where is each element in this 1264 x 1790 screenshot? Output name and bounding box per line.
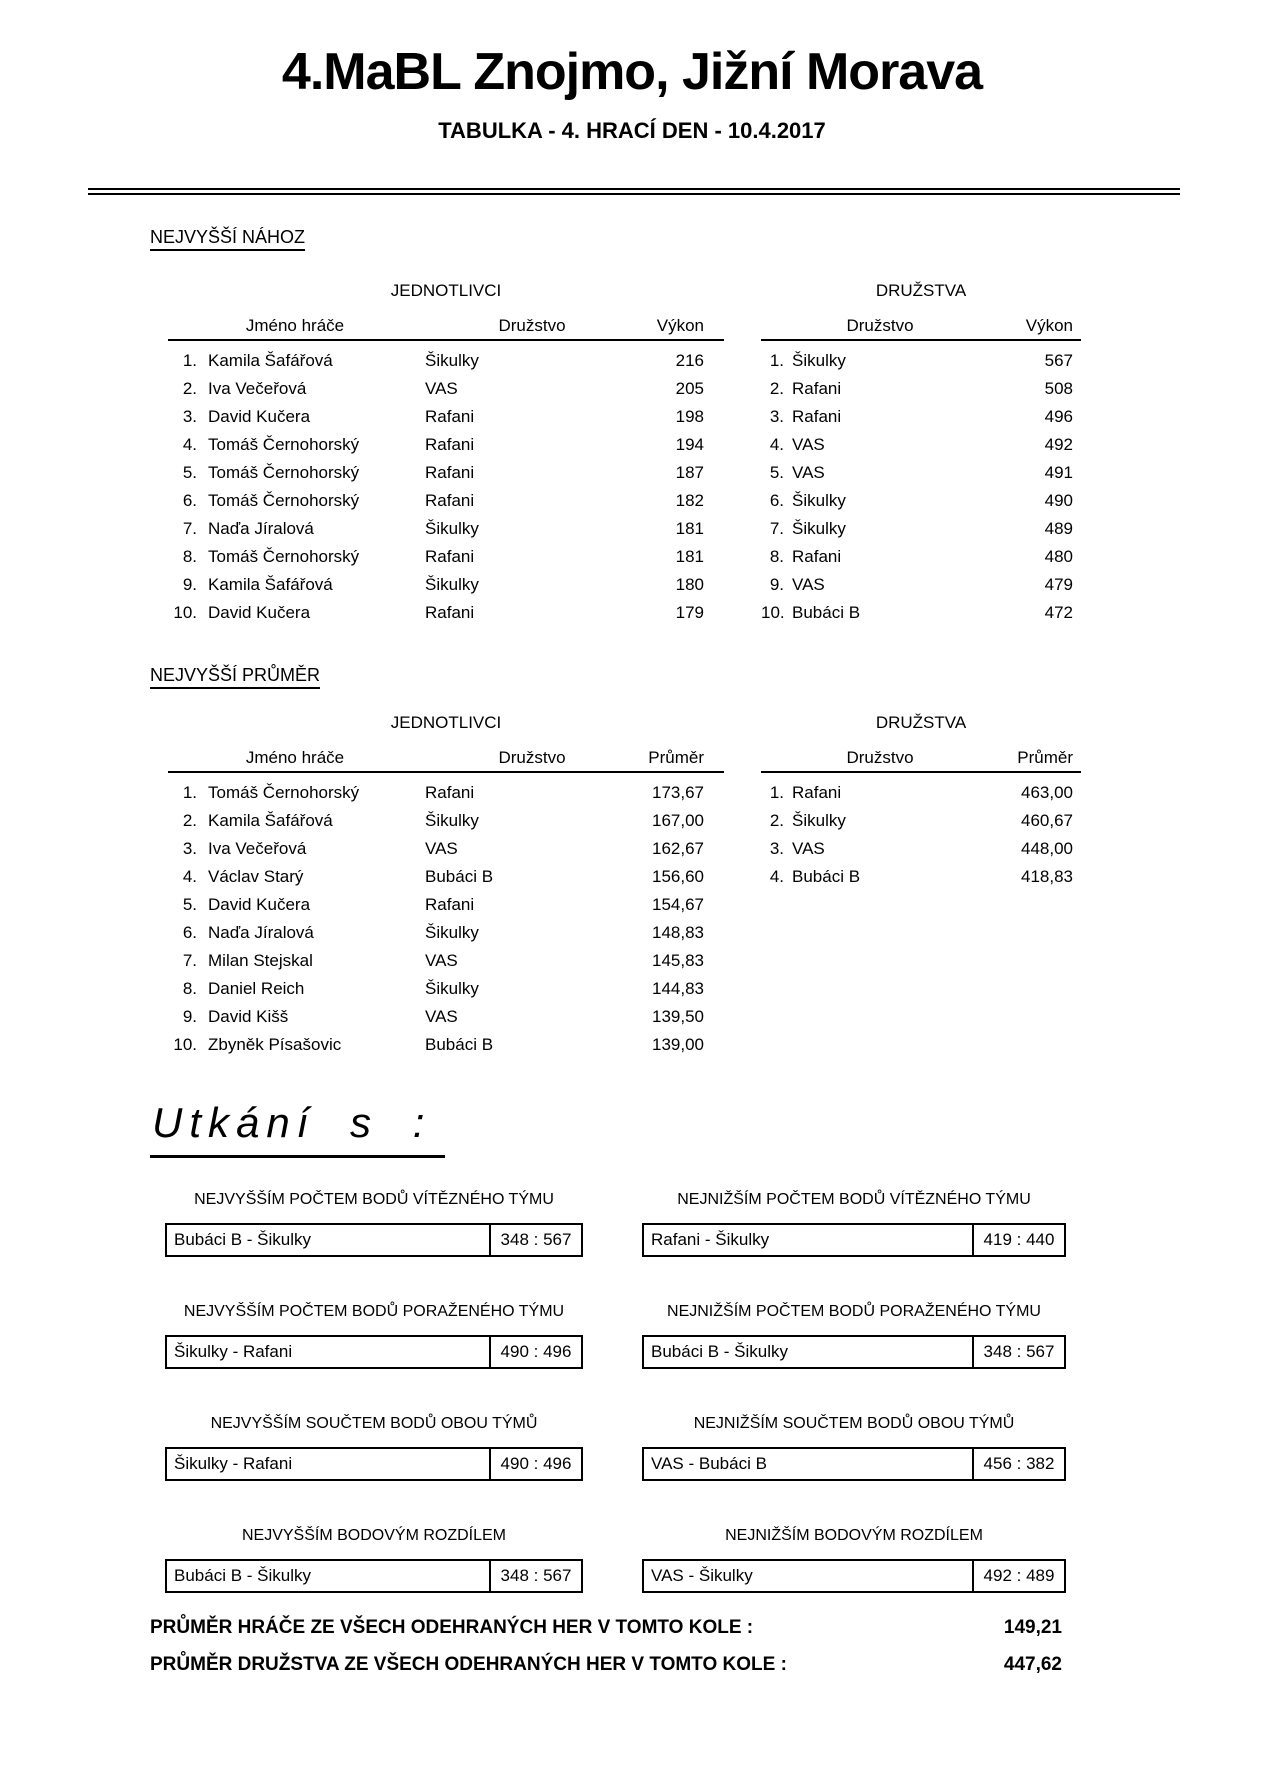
rank-cell: 9. bbox=[182, 1007, 197, 1026]
rank-cell: 3. bbox=[182, 407, 197, 426]
team-cell: Šikulky bbox=[425, 575, 479, 594]
player-name-cell: David Kučera bbox=[208, 895, 311, 914]
player-name-cell: Kamila Šafářová bbox=[208, 811, 333, 830]
rank-cell: 1. bbox=[182, 783, 197, 802]
player-name-cell: Iva Večeřová bbox=[208, 839, 307, 858]
table-row bbox=[168, 1003, 724, 1031]
team-cell: Šikulky bbox=[792, 351, 846, 370]
value-cell: 173,67 bbox=[652, 783, 704, 802]
section-heading-highest-average bbox=[150, 665, 1264, 689]
player-name-cell: Tomáš Černohorský bbox=[208, 463, 360, 482]
value-cell: 567 bbox=[1044, 351, 1074, 370]
player-name-cell: Václav Starý bbox=[208, 867, 304, 886]
col-header-name: Jméno hráče bbox=[168, 301, 422, 340]
value-cell: 480 bbox=[1044, 547, 1074, 566]
team-cell: Rafani bbox=[425, 407, 475, 426]
value-cell: 154,67 bbox=[652, 895, 704, 914]
rank-cell: 7. bbox=[182, 519, 197, 538]
table-row bbox=[168, 487, 724, 515]
match-card bbox=[165, 1302, 583, 1369]
match-card-box bbox=[642, 1447, 1066, 1481]
rank-cell: 5. bbox=[182, 463, 197, 482]
rank-cell: 10. bbox=[173, 1035, 197, 1054]
team-cell: VAS bbox=[792, 463, 825, 482]
match-teams: Šikulky - Rafani bbox=[174, 1342, 293, 1361]
table-title-teams: DRUŽSTVA bbox=[875, 281, 967, 300]
value-cell: 508 bbox=[1044, 379, 1074, 398]
table-row bbox=[761, 431, 1081, 459]
section-heading-highest-game bbox=[150, 227, 1264, 251]
value-cell: 489 bbox=[1044, 519, 1074, 538]
match-card-box bbox=[165, 1447, 583, 1481]
col-header-name: Jméno hráče bbox=[168, 733, 422, 772]
value-cell: 448,00 bbox=[1021, 839, 1074, 858]
table-row bbox=[168, 975, 724, 1003]
table-header bbox=[168, 733, 724, 772]
table-row bbox=[168, 919, 724, 947]
table-row bbox=[761, 835, 1081, 863]
rank-cell: 10. bbox=[761, 603, 785, 622]
header-row bbox=[168, 733, 724, 772]
highest-average-individuals bbox=[168, 713, 724, 1059]
match-card-label: NEJNIŽŠÍM POČTEM BODŮ VÍTĚZNÉHO TÝMU bbox=[677, 1191, 1031, 1208]
table-header bbox=[168, 301, 724, 340]
value-cell: 181 bbox=[675, 519, 704, 538]
team-cell: Bubáci B bbox=[425, 1035, 494, 1054]
match-card-label: NEJVYŠŠÍM POČTEM BODŮ PORAŽENÉHO TÝMU bbox=[183, 1303, 565, 1320]
match-card bbox=[165, 1190, 583, 1257]
player-name-cell: Tomáš Černohorský bbox=[208, 783, 360, 802]
match-card-box bbox=[642, 1335, 1066, 1369]
team-cell: Rafani bbox=[425, 547, 475, 566]
table-header bbox=[761, 733, 1081, 772]
rank-cell: 1. bbox=[769, 783, 784, 802]
team-cell: Šikulky bbox=[792, 491, 846, 510]
value-cell: 492 bbox=[1044, 435, 1074, 454]
col-header-team: Družstvo bbox=[422, 733, 642, 772]
page-title: 4.MaBL Znojmo, Jižní Morava bbox=[281, 43, 983, 101]
highest-average-individuals-table bbox=[168, 733, 724, 1059]
match-card-label: NEJVYŠŠÍM POČTEM BODŮ VÍTĚZNÉHO TÝMU bbox=[194, 1191, 554, 1208]
team-cell: VAS bbox=[792, 839, 825, 858]
summary-block bbox=[150, 1609, 1062, 1683]
value-cell: 463,00 bbox=[1021, 783, 1074, 802]
value-cell: 162,67 bbox=[652, 839, 704, 858]
value-cell: 145,83 bbox=[652, 951, 704, 970]
match-teams: Bubáci B - Šikulky bbox=[651, 1342, 788, 1361]
match-card-box bbox=[642, 1559, 1066, 1593]
value-cell: 156,60 bbox=[652, 867, 704, 886]
match-card bbox=[642, 1414, 1066, 1481]
match-card bbox=[165, 1526, 583, 1593]
rank-cell: 4. bbox=[769, 435, 784, 454]
table-row bbox=[168, 947, 724, 975]
value-cell: 179 bbox=[675, 603, 704, 622]
table-row bbox=[168, 599, 724, 627]
highest-game-individuals-table bbox=[168, 301, 724, 627]
value-cell: 490 bbox=[1044, 491, 1074, 510]
value-cell: 194 bbox=[675, 435, 704, 454]
value-cell: 167,00 bbox=[652, 811, 704, 830]
summary-value: 447,62 bbox=[1003, 1654, 1062, 1675]
value-cell: 216 bbox=[675, 351, 704, 370]
rank-cell: 6. bbox=[769, 491, 784, 510]
player-name-cell: Milan Stejskal bbox=[208, 951, 313, 970]
col-header-value: Výkon bbox=[642, 301, 724, 340]
table-row bbox=[168, 543, 724, 571]
match-score: 490 : 496 bbox=[489, 1337, 581, 1367]
team-cell: VAS bbox=[425, 951, 458, 970]
match-score: 492 : 489 bbox=[972, 1561, 1064, 1591]
table-row bbox=[168, 863, 724, 891]
table-title-individuals: JEDNOTLIVCI bbox=[390, 713, 502, 732]
team-cell: Rafani bbox=[425, 463, 475, 482]
match-teams: VAS - Šikulky bbox=[651, 1566, 753, 1585]
summary-label: PRŮMĚR DRUŽSTVA ZE VŠECH ODEHRANÝCH HER V TOMTO KOLE : bbox=[150, 1654, 787, 1675]
match-card bbox=[165, 1414, 583, 1481]
summary-value: 149,21 bbox=[1003, 1617, 1062, 1638]
rank-cell: 2. bbox=[182, 379, 197, 398]
match-score: 490 : 496 bbox=[489, 1449, 581, 1479]
team-cell: Bubáci B bbox=[792, 867, 861, 886]
highest-game-teams-table bbox=[761, 301, 1081, 627]
col-header-value: Průměr bbox=[999, 733, 1081, 772]
value-cell: 139,50 bbox=[652, 1007, 704, 1026]
team-cell: Rafani bbox=[425, 783, 475, 802]
value-cell: 479 bbox=[1044, 575, 1074, 594]
rank-cell: 6. bbox=[182, 491, 197, 510]
highest-average-teams bbox=[761, 713, 1081, 891]
match-card-label: NEJVYŠŠÍM SOUČTEM BODŮ OBOU TÝMŮ bbox=[210, 1415, 538, 1432]
team-cell: Bubáci B bbox=[425, 867, 494, 886]
section-heading-text: NEJVYŠŠÍ PRŮMĚR bbox=[150, 665, 320, 689]
match-card bbox=[642, 1526, 1066, 1593]
table-row bbox=[761, 772, 1081, 807]
match-card-box bbox=[165, 1335, 583, 1369]
value-cell: 148,83 bbox=[652, 923, 704, 942]
table-row bbox=[761, 340, 1081, 375]
player-name-cell: Tomáš Černohorský bbox=[208, 547, 360, 566]
rank-cell: 7. bbox=[182, 951, 197, 970]
value-cell: 180 bbox=[675, 575, 704, 594]
rank-cell: 5. bbox=[182, 895, 197, 914]
player-name-cell: David Kučera bbox=[208, 407, 311, 426]
table-row bbox=[761, 863, 1081, 891]
rank-cell: 8. bbox=[769, 547, 784, 566]
col-header-team: Družstvo bbox=[761, 733, 999, 772]
match-card bbox=[642, 1302, 1066, 1369]
value-cell: 491 bbox=[1044, 463, 1074, 482]
matches-heading-text: Utkání s : bbox=[150, 1099, 445, 1158]
table-row bbox=[761, 543, 1081, 571]
match-card-label: NEJNIŽŠÍM BODOVÝM ROZDÍLEM bbox=[725, 1527, 983, 1544]
table-body bbox=[761, 340, 1081, 627]
match-score: 456 : 382 bbox=[972, 1449, 1064, 1479]
value-cell: 205 bbox=[675, 379, 704, 398]
rank-cell: 9. bbox=[182, 575, 197, 594]
value-cell: 187 bbox=[675, 463, 704, 482]
team-cell: Šikulky bbox=[425, 923, 479, 942]
table-row bbox=[761, 515, 1081, 543]
col-header-team: Družstvo bbox=[422, 301, 642, 340]
match-card-label: NEJNIŽŠÍM POČTEM BODŮ PORAŽENÉHO TÝMU bbox=[667, 1303, 1041, 1320]
table-row bbox=[761, 375, 1081, 403]
team-cell: Šikulky bbox=[792, 811, 846, 830]
table-row bbox=[761, 487, 1081, 515]
rank-cell: 4. bbox=[182, 867, 197, 886]
table-row bbox=[168, 835, 724, 863]
highest-average-tables bbox=[168, 713, 1264, 1059]
rank-cell: 8. bbox=[182, 979, 197, 998]
table-body bbox=[168, 772, 724, 1059]
table-row bbox=[761, 403, 1081, 431]
rank-cell: 2. bbox=[182, 811, 197, 830]
player-name-cell: Daniel Reich bbox=[208, 979, 305, 998]
header-row bbox=[761, 733, 1081, 772]
match-score: 348 : 567 bbox=[972, 1337, 1064, 1367]
rank-cell: 4. bbox=[769, 867, 784, 886]
value-cell: 472 bbox=[1044, 603, 1074, 622]
match-teams: Rafani - Šikulky bbox=[651, 1230, 770, 1249]
match-card-label: NEJVYŠŠÍM BODOVÝM ROZDÍLEM bbox=[241, 1527, 507, 1544]
player-name-cell: Tomáš Černohorský bbox=[208, 435, 360, 454]
match-score: 348 : 567 bbox=[489, 1561, 581, 1591]
table-row bbox=[761, 807, 1081, 835]
table-row bbox=[168, 403, 724, 431]
rank-cell: 3. bbox=[769, 407, 784, 426]
table-row bbox=[168, 375, 724, 403]
table-row bbox=[761, 599, 1081, 627]
rank-cell: 2. bbox=[769, 811, 784, 830]
match-teams: Šikulky - Rafani bbox=[174, 1454, 293, 1473]
table-header bbox=[761, 301, 1081, 340]
player-name-cell: Kamila Šafářová bbox=[208, 351, 333, 370]
table-row bbox=[168, 340, 724, 375]
team-cell: VAS bbox=[792, 575, 825, 594]
highest-game-teams bbox=[761, 281, 1081, 627]
team-cell: Šikulky bbox=[425, 979, 479, 998]
match-card-box bbox=[165, 1223, 583, 1257]
rank-cell: 4. bbox=[182, 435, 197, 454]
table-row bbox=[761, 459, 1081, 487]
table-row bbox=[168, 1031, 724, 1059]
table-row bbox=[168, 571, 724, 599]
rank-cell: 10. bbox=[173, 603, 197, 622]
match-card-label: NEJNIŽŠÍM SOUČTEM BODŮ OBOU TÝMŮ bbox=[693, 1415, 1015, 1432]
section-heading-text: NEJVYŠŠÍ NÁHOZ bbox=[150, 227, 305, 251]
player-name-cell: Zbyněk Písašovic bbox=[208, 1035, 342, 1054]
team-cell: VAS bbox=[425, 379, 458, 398]
player-name-cell: Kamila Šafářová bbox=[208, 575, 333, 594]
match-card-box bbox=[642, 1223, 1066, 1257]
rank-cell: 3. bbox=[182, 839, 197, 858]
table-row bbox=[168, 459, 724, 487]
team-cell: VAS bbox=[792, 435, 825, 454]
table-row bbox=[168, 807, 724, 835]
team-cell: VAS bbox=[425, 1007, 458, 1026]
rank-cell: 1. bbox=[769, 351, 784, 370]
team-cell: Rafani bbox=[792, 783, 842, 802]
page-subtitle: TABULKA - 4. HRACÍ DEN - 10.4.2017 bbox=[438, 118, 826, 143]
summary-label: PRŮMĚR HRÁČE ZE VŠECH ODEHRANÝCH HER V TOMTO KOLE : bbox=[150, 1617, 754, 1638]
team-cell: Rafani bbox=[792, 407, 842, 426]
rank-cell: 8. bbox=[182, 547, 197, 566]
value-cell: 496 bbox=[1044, 407, 1074, 426]
team-cell: VAS bbox=[425, 839, 458, 858]
team-cell: Rafani bbox=[792, 379, 842, 398]
col-header-value: Průměr bbox=[642, 733, 724, 772]
team-cell: Bubáci B bbox=[792, 603, 861, 622]
team-cell: Rafani bbox=[425, 435, 475, 454]
highest-average-teams-table bbox=[761, 733, 1081, 891]
team-cell: Rafani bbox=[792, 547, 842, 566]
match-score: 348 : 567 bbox=[489, 1225, 581, 1255]
col-header-team: Družstvo bbox=[761, 301, 999, 340]
match-card-box bbox=[165, 1559, 583, 1593]
match-teams: Bubáci B - Šikulky bbox=[174, 1230, 311, 1249]
header-row bbox=[168, 301, 724, 340]
summary-row bbox=[150, 1609, 1062, 1646]
team-cell: Rafani bbox=[425, 603, 475, 622]
rank-cell: 2. bbox=[769, 379, 784, 398]
team-cell: Rafani bbox=[425, 895, 475, 914]
col-header-value: Výkon bbox=[999, 301, 1081, 340]
match-cards-grid bbox=[165, 1190, 1264, 1593]
summary-row bbox=[150, 1646, 1062, 1683]
table-body bbox=[761, 772, 1081, 891]
value-cell: 139,00 bbox=[652, 1035, 704, 1054]
table-row bbox=[168, 891, 724, 919]
player-name-cell: Naďa Jíralová bbox=[208, 923, 314, 942]
player-name-cell: Tomáš Černohorský bbox=[208, 491, 360, 510]
table-row bbox=[168, 515, 724, 543]
table-title-teams: DRUŽSTVA bbox=[875, 713, 967, 732]
highest-game-tables bbox=[168, 281, 1264, 627]
rank-cell: 9. bbox=[769, 575, 784, 594]
header-row bbox=[761, 301, 1081, 340]
value-cell: 181 bbox=[675, 547, 704, 566]
rank-cell: 5. bbox=[769, 463, 784, 482]
match-teams: VAS - Bubáci B bbox=[651, 1454, 767, 1473]
table-row bbox=[168, 772, 724, 807]
table-title-individuals: JEDNOTLIVCI bbox=[390, 281, 502, 300]
team-cell: Šikulky bbox=[425, 811, 479, 830]
player-name-cell: Iva Večeřová bbox=[208, 379, 307, 398]
team-cell: Šikulky bbox=[425, 519, 479, 538]
player-name-cell: David Kišš bbox=[208, 1007, 289, 1026]
value-cell: 460,67 bbox=[1021, 811, 1074, 830]
team-cell: Šikulky bbox=[425, 351, 479, 370]
player-name-cell: Naďa Jíralová bbox=[208, 519, 314, 538]
team-cell: Rafani bbox=[425, 491, 475, 510]
rank-cell: 1. bbox=[182, 351, 197, 370]
team-cell: Šikulky bbox=[792, 519, 846, 538]
table-row bbox=[168, 431, 724, 459]
value-cell: 418,83 bbox=[1021, 867, 1074, 886]
rank-cell: 7. bbox=[769, 519, 784, 538]
match-score: 419 : 440 bbox=[972, 1225, 1064, 1255]
header-divider bbox=[88, 188, 1180, 195]
value-cell: 144,83 bbox=[652, 979, 704, 998]
rank-cell: 3. bbox=[769, 839, 784, 858]
table-body bbox=[168, 340, 724, 627]
match-teams: Bubáci B - Šikulky bbox=[174, 1566, 311, 1585]
match-card bbox=[642, 1190, 1066, 1257]
highest-game-individuals bbox=[168, 281, 724, 627]
value-cell: 182 bbox=[675, 491, 704, 510]
table-row bbox=[761, 571, 1081, 599]
rank-cell: 6. bbox=[182, 923, 197, 942]
matches-heading bbox=[150, 1099, 1264, 1158]
player-name-cell: David Kučera bbox=[208, 603, 311, 622]
value-cell: 198 bbox=[675, 407, 704, 426]
